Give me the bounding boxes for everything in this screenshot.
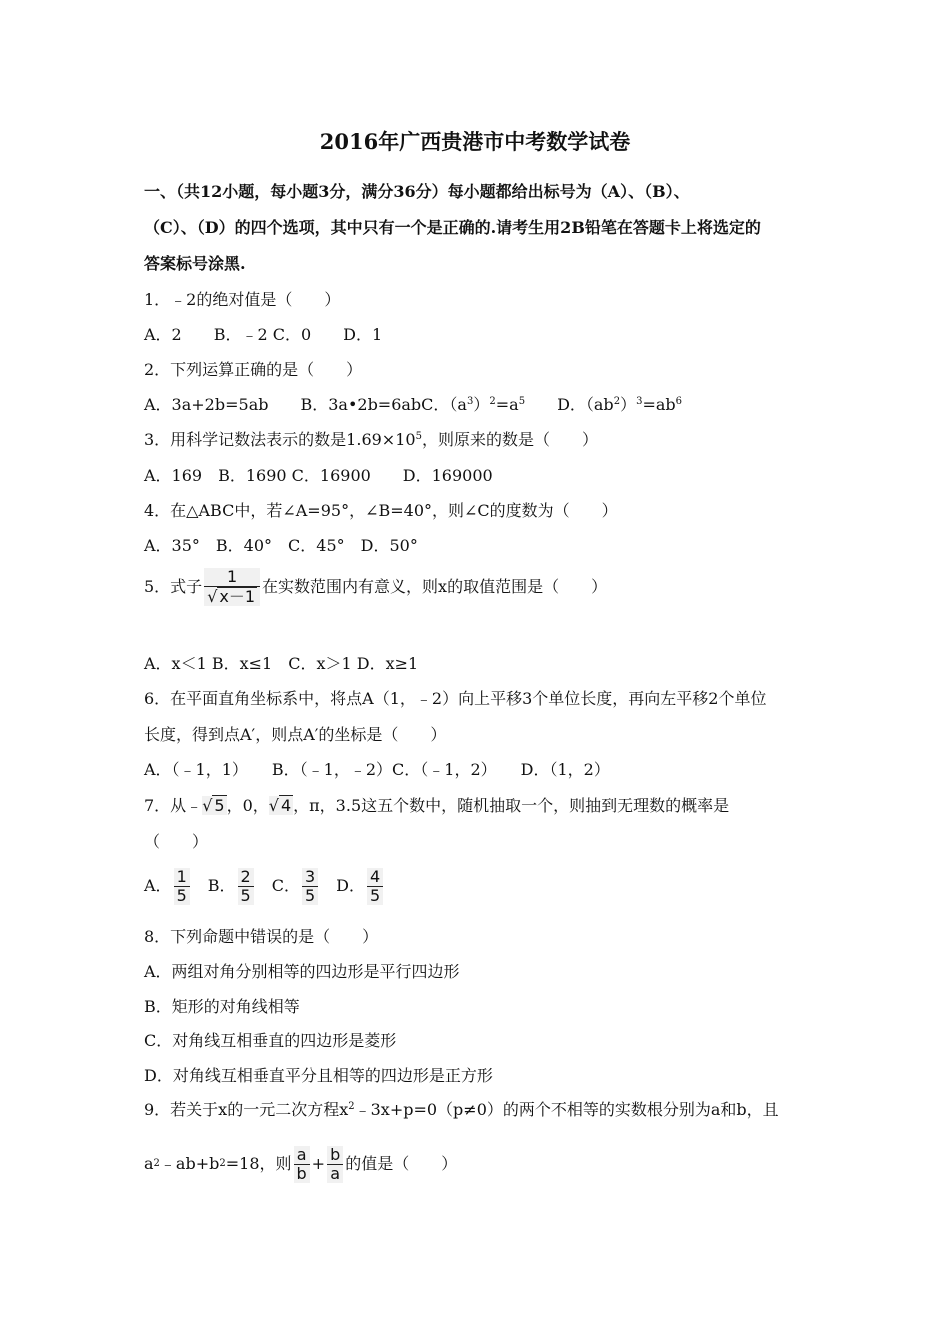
option-b-fraction: $\frac{2}{5}$	[238, 868, 254, 905]
question-8-option-a: A．两组对角分别相等的四边形是平行四边形	[144, 962, 460, 981]
sqrt-icon: √	[207, 587, 218, 606]
question-2-options: A．3a+2b=5ab B．3a•2b=6abC．$(a^3)^2=a^5$ D．$(ab^2)^3=ab^6$	[144, 395, 683, 414]
sqrt-icon: √	[268, 796, 279, 815]
section-heading-line-3: 答案标号涂黑.	[144, 254, 246, 273]
question-9-line-2: a 2 ﹣ab+b 2 =18，则 $\frac{a}{b}$ + $\frac{b}{a}$ 的值是（ ）	[144, 1144, 458, 1183]
question-2-stem: 2．下列运算正确的是（ ）	[144, 360, 363, 379]
section-heading-line-1: 一、（共12小题，每小题3分，满分36分）每小题都给出标号为（A）、（B）、	[144, 182, 690, 201]
question-8-option-b: B．矩形的对角线相等	[144, 997, 300, 1016]
question-8-stem: 8．下列命题中错误的是（ ）	[144, 927, 379, 946]
question-7-line-1: 7．从﹣√ 5 ，0，√ 4 ，π，3.5这五个数中，随机抽取一个，则抽到无理数的概率是	[144, 796, 730, 815]
question-8-option-d: D．对角线互相垂直平分且相等的四边形是正方形	[144, 1066, 493, 1085]
option-a-fraction: $\frac{1}{5}$	[174, 868, 190, 905]
fraction-a-over-b: $\frac{a}{b}$	[294, 1146, 310, 1183]
page-title: 2016年广西贵港市中考数学试卷	[319, 129, 631, 154]
question-1-options: A．2 B．﹣2 C．0 D．1	[144, 325, 383, 344]
question-7-line-2: （ ）	[144, 832, 209, 851]
question-8-option-c: C．对角线互相垂直的四边形是菱形	[144, 1031, 397, 1050]
option-c-fraction: $\frac{3}{5}$	[302, 868, 318, 905]
fraction-expression: $\frac{1}{√ x-1}$	[204, 568, 260, 606]
section-heading-line-2: （C）、（D）的四个选项，其中只有一个是正确的.请考生用2B铅笔在答题卡上将选定的	[144, 218, 761, 237]
question-6-line-1: 6．在平面直角坐标系中，将点A（1，﹣2）向上平移3个单位长度，再向左平移2个单位	[144, 689, 767, 708]
question-6-options: A．（﹣1，1） B．（﹣1，﹣2）C．（﹣1，2） D．（1，2）	[144, 760, 610, 779]
question-3-options: A．169 B．1690 C．16900 D．169000	[144, 466, 493, 485]
sqrt-icon: √	[202, 796, 213, 815]
question-5-options: A．x＜1 B．x≤1 C．x＞1 D．x≥1	[144, 654, 419, 673]
option-d-fraction: $\frac{4}{5}$	[367, 868, 383, 905]
question-6-line-2: 长度，得到点A′，则点A′的坐标是（ ）	[144, 725, 447, 744]
question-9-line-1: 9．若关于x的一元二次方程$x^2﹣3x+p=0(p\ne 0)$的两个不相等的实数根分别为a和b，且	[144, 1100, 779, 1119]
question-4-stem: 4．在△ABC中，若∠A=95°，∠B=40°，则∠C的度数为（ ）	[144, 501, 618, 520]
question-1-stem: 1．﹣2的绝对值是（ ）	[144, 290, 341, 309]
question-3-stem: 3．用科学记数法表示的数是$1.69\times 10^5$，则原来的数是（ ）	[144, 430, 598, 449]
fraction-b-over-a: $\frac{b}{a}$	[327, 1146, 343, 1183]
question-5-stem: 5．式子 $\frac{1}{√ x-1}$ 在实数范围内有意义，则x的取值范围是（ ）	[144, 567, 608, 606]
question-7-options: A． $\frac{1}{5}$ B． $\frac{2}{5}$ C． $\frac{3}{5}$ D． $\frac{4}{5}$	[144, 866, 385, 906]
question-4-options: A．35° B．40° C．45° D．50°	[144, 536, 418, 555]
